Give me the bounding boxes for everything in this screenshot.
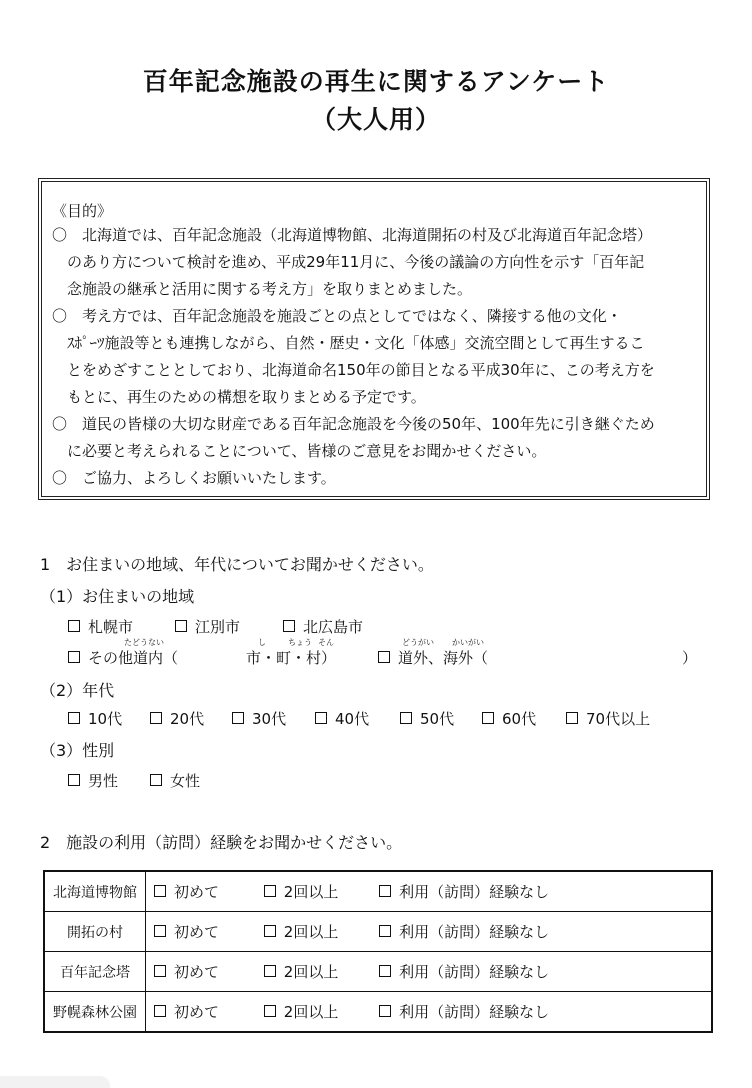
checkbox[interactable] (566, 712, 578, 724)
checkbox-option[interactable]: 40代 (315, 708, 369, 729)
checkbox-option[interactable]: 60代 (482, 708, 536, 729)
purpose-line: ｽﾎﾟｰﾂ施設等とも連携しながら、自然・歴史・文化「体感」交流空間として再生するこ (52, 334, 645, 352)
q1-age-label: （2）年代 (40, 681, 115, 700)
checkbox[interactable] (68, 620, 80, 632)
purpose-line: に必要と考えられることについて、皆様のご意見をお聞かせください。 (52, 442, 547, 460)
other-in-units: 市・町・村） (246, 649, 337, 667)
table-row (44, 912, 712, 952)
ruby-text: たどうない (124, 638, 164, 647)
facility-name: 野幌森林公園 (44, 992, 146, 1033)
facility-options (146, 992, 713, 1033)
checkbox-option[interactable]: 70代以上 (566, 708, 650, 729)
purpose-line: 〇 考え方では、百年記念施設を施設ごとの点としてではなく、隣接する他の文化・ (52, 307, 622, 325)
table-row (44, 952, 712, 992)
checkbox[interactable] (154, 925, 166, 937)
checkbox[interactable] (68, 712, 80, 724)
q1-gender-label: （3）性別 (40, 741, 115, 760)
checkbox-option[interactable]: 50代 (400, 708, 454, 729)
checkbox[interactable] (482, 712, 494, 724)
facility-name: 開拓の村 (44, 912, 146, 952)
checkbox-option[interactable]: 女性 (150, 770, 200, 791)
checkbox-option[interactable]: 初めて (154, 1003, 219, 1021)
checkbox-option[interactable]: 利用（訪問）経験なし (379, 1003, 549, 1021)
checkbox[interactable] (232, 712, 244, 724)
checkbox[interactable] (264, 1005, 276, 1017)
table-row (44, 871, 712, 912)
checkbox[interactable] (379, 965, 391, 977)
ruby-text: かいがい (452, 638, 484, 647)
checkbox[interactable] (68, 774, 80, 786)
facility-options (146, 871, 713, 912)
checkbox-option[interactable]: 北広島市 (283, 616, 363, 637)
checkbox-option[interactable]: 道外、海外（ (378, 647, 488, 668)
checkbox[interactable] (400, 712, 412, 724)
checkbox[interactable] (150, 774, 162, 786)
checkbox-option[interactable]: 利用（訪問）経験なし (379, 963, 549, 981)
facility-options (146, 952, 713, 992)
facility-table (43, 870, 713, 1033)
checkbox-option[interactable]: 初めて (154, 883, 219, 901)
purpose-line: もとに、再生のための構想を取りまとめる予定です。 (52, 388, 426, 406)
checkbox-option[interactable]: 2回以上 (264, 923, 339, 941)
checkbox-option[interactable]: 2回以上 (264, 963, 339, 981)
q1-region-label: （1）お住まいの地域 (40, 587, 195, 606)
page-subtitle: （大人用） (310, 105, 441, 134)
checkbox-option[interactable]: 札幌市 (68, 616, 133, 637)
purpose-line: 〇 道民の皆様の大切な財産である百年記念施設を今後の50年、100年先に引き継ぐため (52, 415, 655, 433)
ruby-text: そん (318, 638, 334, 647)
checkbox[interactable] (264, 965, 276, 977)
checkbox[interactable] (283, 620, 295, 632)
facility-options (146, 912, 713, 952)
checkbox[interactable] (379, 925, 391, 937)
ruby-text: し (258, 638, 266, 647)
page-title: 百年記念施設の再生に関するアンケート (142, 67, 610, 96)
checkbox-option[interactable]: 江別市 (175, 616, 240, 637)
checkbox[interactable] (154, 885, 166, 897)
checkbox-option[interactable]: 初めて (154, 963, 219, 981)
outside-close: ） (682, 649, 698, 667)
checkbox[interactable] (378, 651, 390, 663)
checkbox-option[interactable]: その他道内（ (68, 647, 178, 668)
page-fold-shadow (0, 1076, 110, 1088)
checkbox[interactable] (379, 885, 391, 897)
checkbox[interactable] (264, 925, 276, 937)
checkbox[interactable] (175, 620, 187, 632)
purpose-box (38, 178, 710, 500)
checkbox[interactable] (150, 712, 162, 724)
checkbox-option[interactable]: 男性 (68, 770, 118, 791)
table-row (44, 992, 712, 1033)
facility-name: 百年記念塔 (44, 952, 146, 992)
checkbox[interactable] (315, 712, 327, 724)
purpose-line: 〇 ご協力、よろしくお願いいたします。 (52, 469, 336, 487)
checkbox[interactable] (154, 965, 166, 977)
purpose-line: 〇 北海道では、百年記念施設（北海道博物館、北海道開拓の村及び北海道百年記念塔） (52, 226, 653, 244)
purpose-line: のあり方について検討を進め、平成29年11月に、今後の議論の方向性を示す「百年記 (52, 253, 645, 271)
checkbox-option[interactable]: 2回以上 (264, 1003, 339, 1021)
checkbox[interactable] (379, 1005, 391, 1017)
q1-heading: 1 お住まいの地域、年代についてお聞かせください。 (40, 555, 434, 574)
q2-heading: 2 施設の利用（訪問）経験をお聞かせください。 (40, 833, 403, 852)
ruby-text: ちょう (288, 638, 312, 647)
checkbox-option[interactable]: 10代 (68, 708, 122, 729)
purpose-line: とをめざすこととしており、北海道命名150年の節目となる平成30年に、この考え方を (52, 361, 655, 379)
checkbox[interactable] (68, 651, 80, 663)
checkbox[interactable] (154, 1005, 166, 1017)
checkbox-option[interactable]: 初めて (154, 923, 219, 941)
ruby-text: どうがい (402, 638, 434, 647)
checkbox-option[interactable]: 利用（訪問）経験なし (379, 883, 549, 901)
checkbox-option[interactable]: 20代 (150, 708, 204, 729)
checkbox-option[interactable]: 利用（訪問）経験なし (379, 923, 549, 941)
facility-name: 北海道博物館 (44, 871, 146, 912)
purpose-inner-border (41, 181, 707, 497)
checkbox[interactable] (264, 885, 276, 897)
checkbox-option[interactable]: 30代 (232, 708, 286, 729)
purpose-line: 念施設の継承と活用に関する考え方」を取りまとめました。 (52, 280, 473, 298)
purpose-heading: 《目的》 (52, 202, 113, 220)
checkbox-option[interactable]: 2回以上 (264, 883, 339, 901)
